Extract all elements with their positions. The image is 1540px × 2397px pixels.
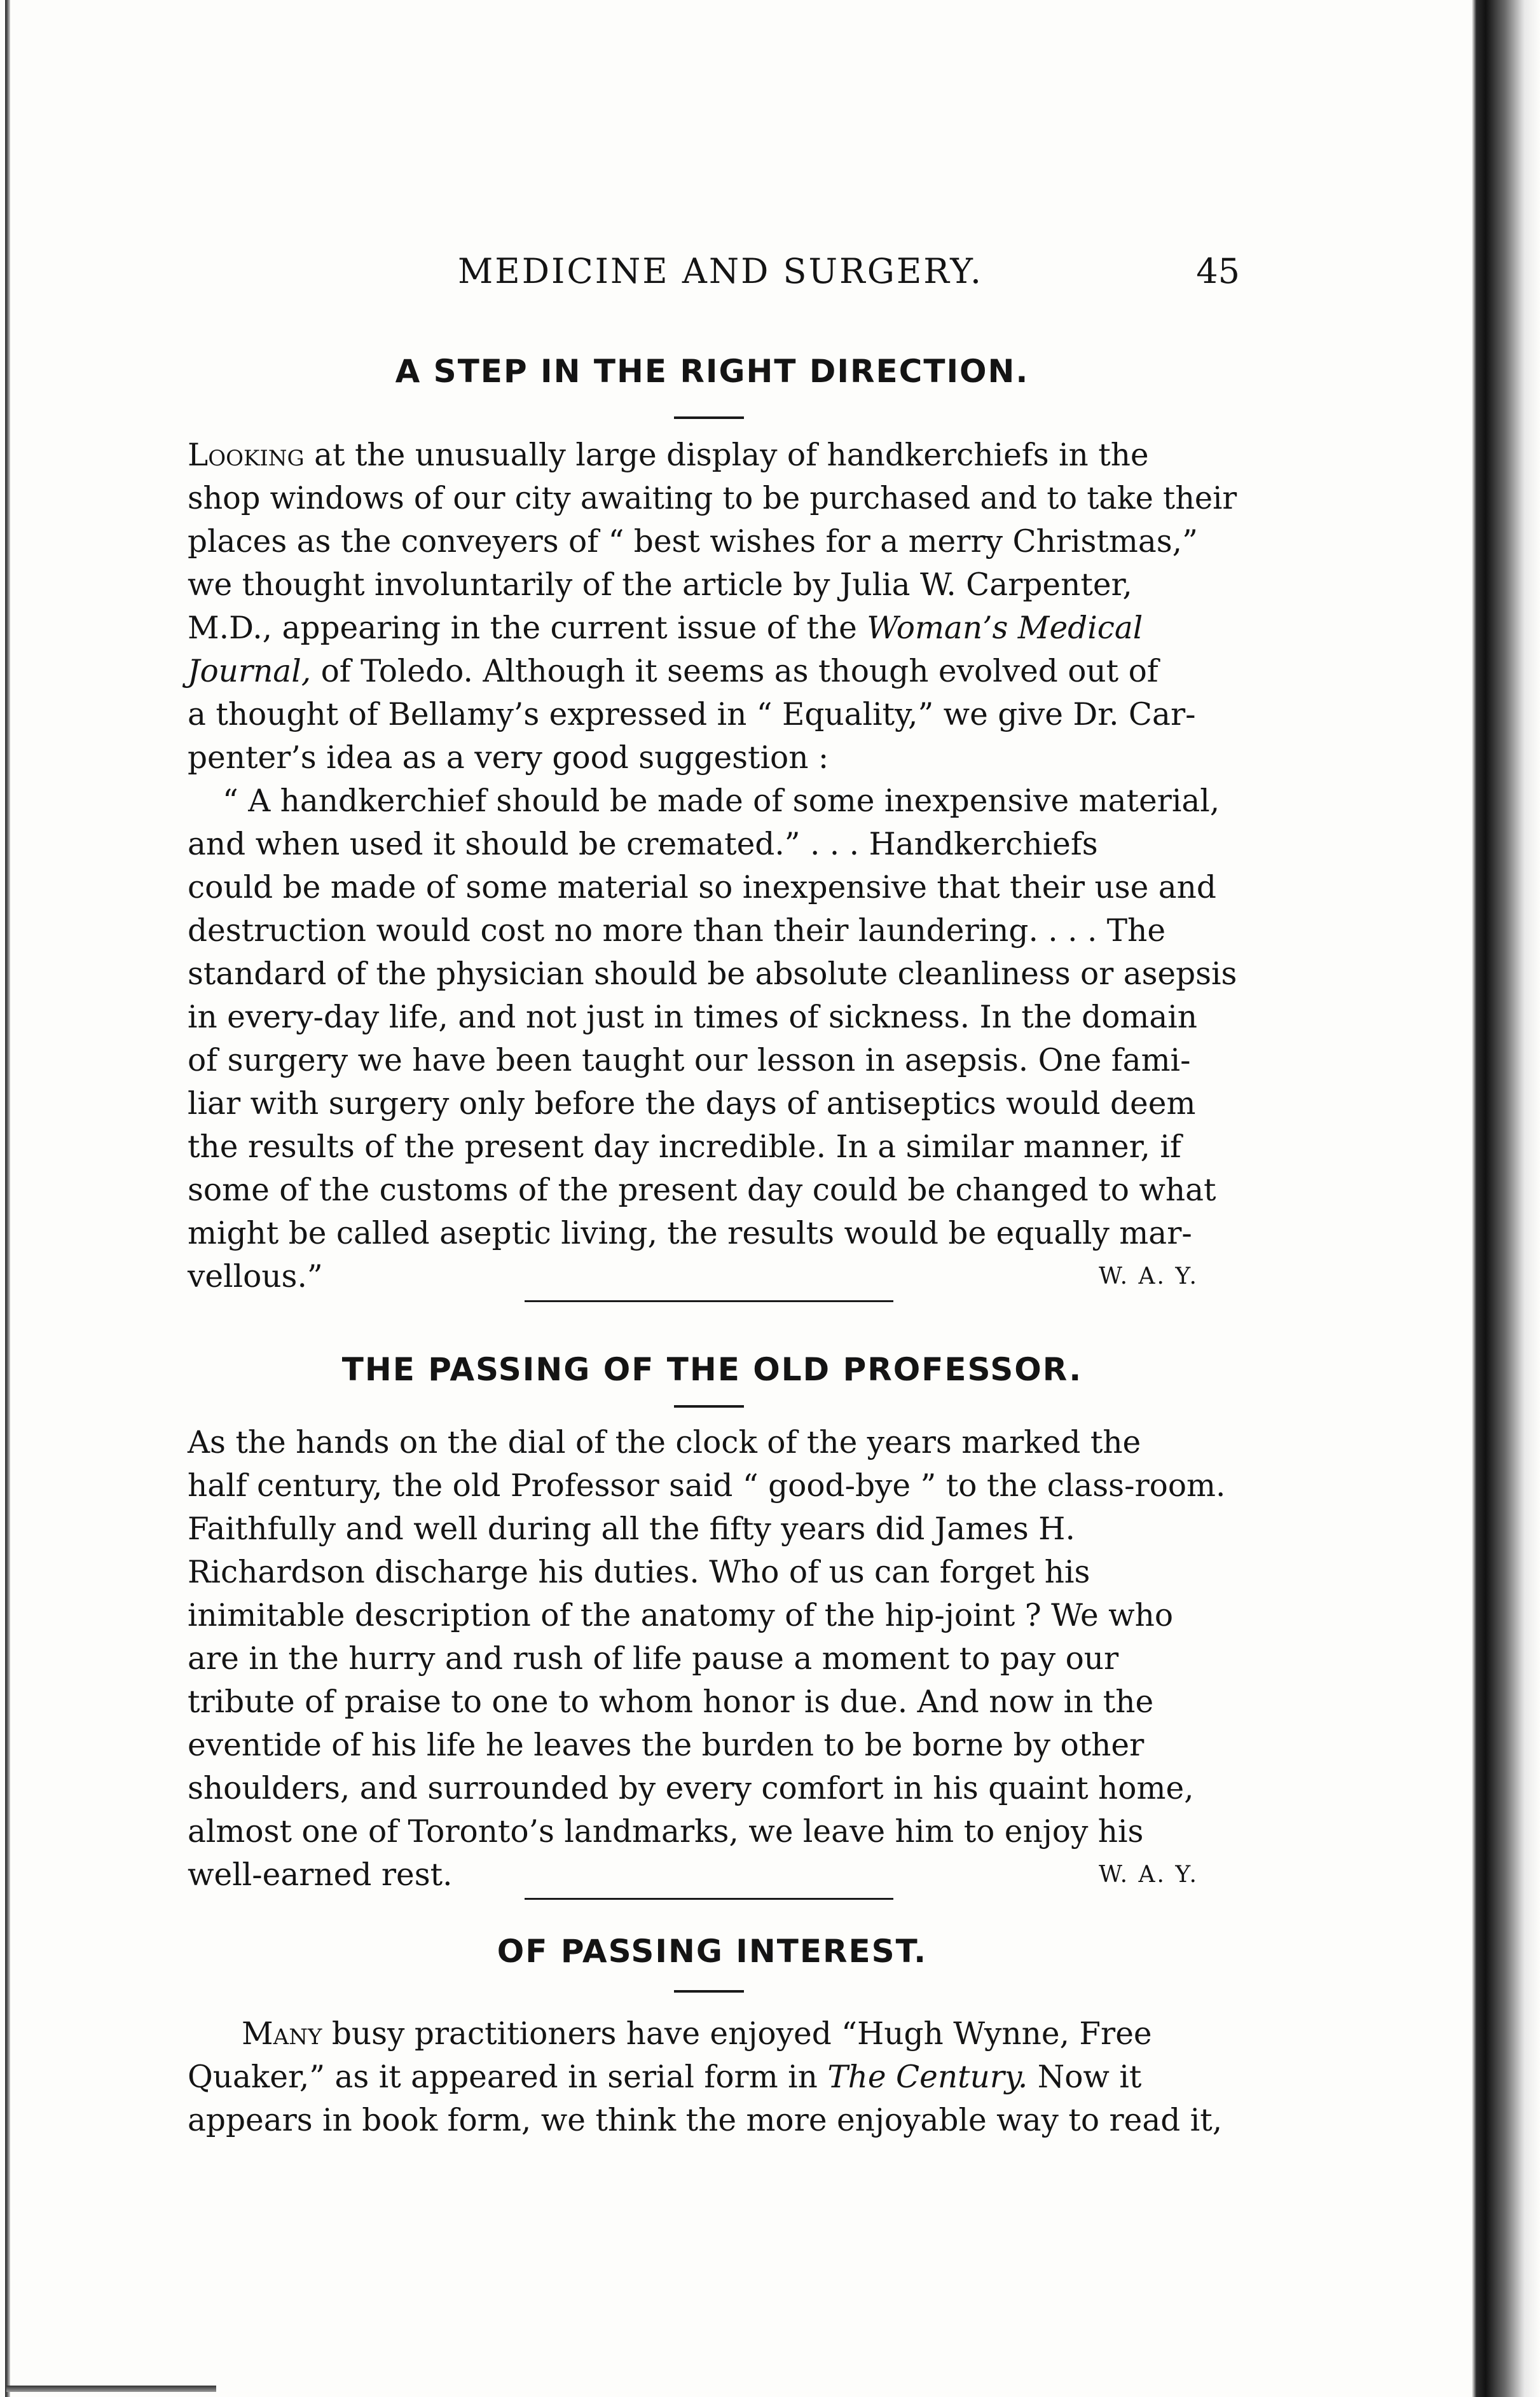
quote-line: “ A handkerchief should be made of some inexpensive material, <box>223 783 1220 819</box>
text-line: some of the customs of the present day could be changed to what <box>188 1172 1216 1208</box>
scan-bottom-edge <box>6 2386 216 2392</box>
section-divider <box>525 1898 893 1900</box>
text-line <box>188 434 1237 477</box>
text-line <box>188 1255 1237 1298</box>
text-line: standard of the physician should be absolute cleanliness or asepsis <box>188 956 1237 992</box>
article-body-step-right-direction <box>188 434 1237 1298</box>
title-rule <box>674 1405 744 1408</box>
text-run: at the unusually large display of handkerchiefs in the <box>304 437 1149 473</box>
text-line: places as the conveyers of “ best wishes for a merry Christmas,” <box>188 524 1198 560</box>
text-run: of Toledo. Although it seems as though evolved out of <box>311 654 1158 689</box>
lead-word: Looking <box>188 437 305 473</box>
journal-title: Journal, <box>188 654 312 689</box>
text-line: almost one of Toronto’s landmarks, we leave him to enjoy his <box>188 1814 1144 1850</box>
text-run: well-earned rest. <box>188 1857 453 1893</box>
lead-word: Many <box>242 2016 322 2052</box>
journal-title: Woman’s Medical <box>867 610 1143 646</box>
text-line: destruction would cost no more than their laundering. . . . The <box>188 913 1166 949</box>
text-line: we thought involuntarily of the article by Julia W. Carpenter, <box>188 567 1132 603</box>
text-line: penter’s idea as a very good suggestion : <box>188 740 829 776</box>
text-line: half century, the old Professor said “ good-bye ” to the class-room. <box>188 1468 1226 1504</box>
article-title-of-passing-interest: OF PASSING INTEREST. <box>497 1933 928 1970</box>
text-line: Richardson discharge his duties. Who of us can forget his <box>188 1555 1090 1590</box>
page-number: 45 <box>1196 251 1240 291</box>
article-title-step-right-direction: A STEP IN THE RIGHT DIRECTION. <box>395 353 1029 390</box>
text-line: inimitable description of the anatomy of the hip-joint ? We who <box>188 1598 1174 1633</box>
text-line <box>188 2012 1237 2056</box>
text-line <box>188 1853 1237 1897</box>
text-line: the results of the present day incredible. In a similar manner, if <box>188 1129 1181 1165</box>
section-divider <box>525 1300 893 1302</box>
title-rule <box>674 1990 744 1993</box>
text-line: tribute of praise to one to whom honor is due. And now in the <box>188 1684 1154 1720</box>
author-signature: W. A. Y. <box>1098 1862 1199 1888</box>
running-head <box>184 251 1240 302</box>
text-line: As the hands on the dial of the clock of the years marked the <box>188 1425 1141 1460</box>
text-line: might be called aseptic living, the results would be equally mar- <box>188 1216 1192 1251</box>
text-line: of surgery we have been taught our lesson in asepsis. One fami- <box>188 1043 1191 1078</box>
text-line: could be made of some material so inexpensive that their use and <box>188 870 1216 905</box>
magazine-title: The Century. <box>827 2059 1028 2095</box>
text-line: and when used it should be cremated.” . . . Handkerchiefs <box>188 827 1098 862</box>
article-body-passing-old-professor <box>188 1421 1237 1897</box>
text-line <box>188 2056 1237 2099</box>
text-run: busy practitioners have enjoyed “Hugh Wynne, Free <box>322 2016 1152 2052</box>
running-title: MEDICINE AND SURGERY. <box>458 251 984 291</box>
text-run: Now it <box>1028 2059 1142 2095</box>
text-line: shop windows of our city awaiting to be purchased and to take their <box>188 481 1237 516</box>
text-run: M.D., appearing in the current issue of the <box>188 610 867 646</box>
text-line: eventide of his life he leaves the burden to be borne by other <box>188 1727 1145 1763</box>
text-line: in every-day life, and not just in times of sickness. In the domain <box>188 999 1198 1035</box>
scan-right-edge <box>1462 0 1540 2397</box>
text-line: a thought of Bellamy’s expressed in “ Equality,” we give Dr. Car- <box>188 697 1196 732</box>
text-run: Quaker,” as it appeared in serial form in <box>188 2059 828 2095</box>
article-body-of-passing-interest <box>188 2012 1237 2142</box>
article-title-passing-old-professor: THE PASSING OF THE OLD PROFESSOR. <box>341 1351 1083 1388</box>
text-line: appears in book form, we think the more enjoyable way to read it, <box>188 2103 1223 2138</box>
text-line: Faithfully and well during all the fifty years did James H. <box>188 1511 1075 1547</box>
text-line <box>188 650 1237 693</box>
text-line <box>188 607 1237 650</box>
text-run: vellous.” <box>188 1259 323 1295</box>
text-line: shoulders, and surrounded by every comfort in his quaint home, <box>188 1771 1194 1806</box>
text-line: are in the hurry and rush of life pause a moment to pay our <box>188 1641 1119 1677</box>
text-line: liar with surgery only before the days of antiseptics would deem <box>188 1086 1196 1122</box>
author-signature: W. A. Y. <box>1098 1263 1199 1289</box>
title-rule <box>674 416 744 419</box>
scan-left-edge <box>5 0 10 2397</box>
